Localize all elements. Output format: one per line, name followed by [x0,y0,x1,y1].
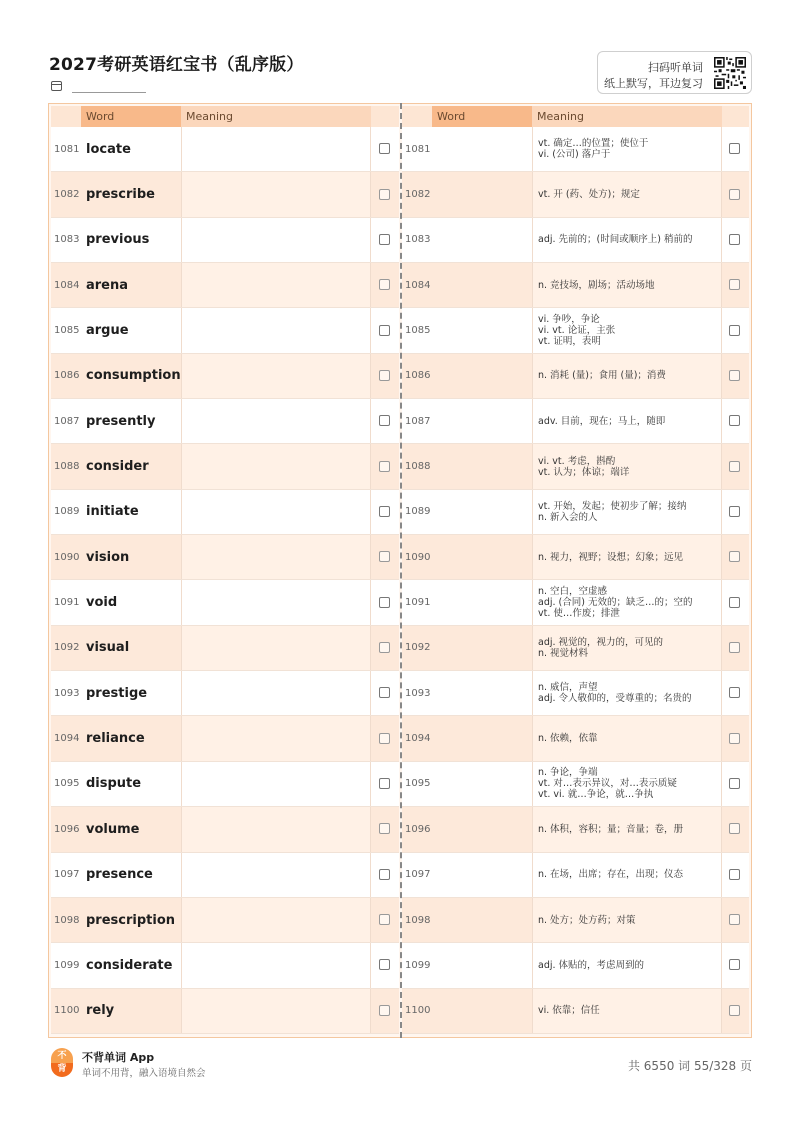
meaning-row [402,989,749,1034]
meaning-text [538,762,722,806]
checkbox[interactable] [379,234,390,245]
row-number: 1085 [405,325,431,337]
meaning-row [402,172,749,217]
checkbox[interactable] [729,415,740,426]
checkbox[interactable] [379,959,390,970]
meaning-line: vt. 对…表示异议，对…表示质疑 [538,778,677,790]
meaning-text [538,853,722,897]
meaning-row [402,399,749,444]
meaning-line: vt. vi. 就…争论，就…争执 [538,789,654,801]
meaning-line: vt. 开 (药、处方)；规定 [538,189,640,201]
checkbox[interactable] [379,551,390,562]
checkbox[interactable] [729,959,740,970]
meaning-row [402,127,749,172]
row-number: 1084 [54,279,80,291]
app-logo [51,1048,73,1077]
word-row [51,535,399,580]
word-row [51,716,399,761]
meaning-blank[interactable] [181,354,371,398]
meaning-line: vt. 开始，发起；使初步了解；接纳 [538,500,687,512]
meaning-blank[interactable] [181,898,371,942]
row-number: 1097 [54,869,80,881]
row-number: 1083 [405,234,431,246]
row-number: 1090 [405,551,431,563]
calendar-icon [51,81,62,91]
checkbox[interactable] [729,823,740,834]
meaning-blank[interactable] [181,535,371,579]
checkbox[interactable] [379,189,390,200]
meaning-blank[interactable] [181,671,371,715]
meaning-blank[interactable] [181,762,371,806]
vocab-word: visual [86,640,130,656]
row-number: 1086 [54,370,80,382]
row-number: 1087 [405,415,431,427]
qr-panel[interactable] [597,51,752,94]
meaning-text [538,898,722,942]
meaning-line: vt. 确定…的位置；使位于 [538,138,649,150]
checkbox[interactable] [379,506,390,517]
header-meaning: Meaning [532,106,722,127]
meaning-line: adj. 体贴的，考虑周到的 [538,959,645,971]
checkbox[interactable] [729,143,740,154]
checkbox[interactable] [379,642,390,653]
row-number: 1083 [54,234,80,246]
checkbox[interactable] [729,778,740,789]
vocab-word: considerate [86,957,173,973]
row-number: 1084 [405,279,431,291]
checkbox[interactable] [729,687,740,698]
checkbox[interactable] [729,279,740,290]
meaning-line: n. 新入会的人 [538,511,598,523]
meaning-text [538,807,722,851]
checkbox[interactable] [379,823,390,834]
row-number: 1091 [405,597,431,609]
meaning-blank[interactable] [181,308,371,352]
meaning-blank[interactable] [181,580,371,624]
word-row [51,626,399,671]
meaning-text [538,354,722,398]
app-slogan: 单词不用背，融入语境自然会 [82,1068,206,1079]
word-row [51,444,399,489]
checkbox[interactable] [729,370,740,381]
row-number: 1096 [54,823,80,835]
meaning-row [402,535,749,580]
meaning-text [538,127,722,171]
row-number: 1091 [54,597,80,609]
meaning-line: adj. (合同) 无效的；缺乏…的；空的 [538,597,693,609]
meaning-row [402,263,749,308]
word-column [51,106,399,1034]
meaning-line: n. 处方；处方药；对策 [538,914,636,926]
row-number: 1090 [54,551,80,563]
meaning-line: vt. 使…作废；排泄 [538,608,620,620]
app-name: 不背单词 App [82,1051,155,1064]
meaning-text [538,172,722,216]
meaning-text [538,580,722,624]
page-counter: 共 6550 词 55/328 页 [627,1059,752,1073]
header-word: Word [432,106,532,127]
meaning-blank[interactable] [181,716,371,760]
vocab-word: vision [86,549,130,565]
meaning-column [402,106,749,1034]
vocab-word: volume [86,821,140,837]
meaning-blank[interactable] [181,626,371,670]
logo-top-glyph: 不 [51,1048,73,1063]
word-row [51,807,399,852]
meaning-line: adj. 视觉的，视力的，可见的 [538,636,664,648]
vocab-word: argue [86,323,129,339]
meaning-line: vi. vt. 论证，主张 [538,325,616,337]
qr-code-icon[interactable] [714,57,746,89]
meaning-text [538,444,722,488]
meaning-line: n. 依赖，依靠 [538,733,598,745]
vocab-word: prescribe [86,187,155,203]
checkbox[interactable] [379,461,390,472]
checkbox[interactable] [729,234,740,245]
meaning-blank[interactable] [181,807,371,851]
meaning-line: vt. 认为；体谅；端详 [538,466,630,478]
checkbox[interactable] [379,733,390,744]
checkbox[interactable] [729,189,740,200]
row-number: 1081 [54,143,80,155]
word-row [51,490,399,535]
row-number: 1094 [405,733,431,745]
vocab-word: prestige [86,685,148,701]
vocab-word: reliance [86,731,145,747]
row-number: 1082 [54,189,80,201]
checkbox[interactable] [729,597,740,608]
meaning-text [538,989,722,1033]
vocab-word: void [86,595,118,611]
meaning-row [402,943,749,988]
row-number: 1087 [54,415,80,427]
meaning-line: n. 体积，容积；量；音量；卷，册 [538,823,684,835]
word-row [51,127,399,172]
meaning-line: n. 空白，空虚感 [538,586,608,598]
row-number: 1081 [405,143,431,155]
word-row [51,762,399,807]
meaning-row [402,218,749,263]
meaning-row [402,354,749,399]
row-number: 1093 [54,687,80,699]
row-number: 1088 [54,461,80,473]
word-column-header [51,106,399,127]
vocab-word: rely [86,1003,115,1019]
vocab-word: consumption [86,368,181,384]
word-row [51,172,399,217]
page-title: 2027考研英语红宝书（乱序版） [49,55,304,75]
checkbox[interactable] [379,279,390,290]
meaning-line: n. 视觉材料 [538,647,589,659]
meaning-column-header [402,106,749,127]
meaning-row [402,898,749,943]
meaning-line: n. 争论，争端 [538,767,598,779]
checkbox[interactable] [379,415,390,426]
checkbox[interactable] [379,687,390,698]
word-row [51,263,399,308]
meaning-line: vt. 证明，表明 [538,336,601,348]
meaning-text [538,716,722,760]
checkbox[interactable] [729,914,740,925]
logo-bottom-glyph: 背 [51,1063,73,1077]
meaning-text [538,308,722,352]
vocab-word: presently [86,413,156,429]
row-number: 1095 [405,778,431,790]
meaning-blank[interactable] [181,399,371,443]
meaning-blank[interactable] [181,127,371,171]
vocab-word: locate [86,141,131,157]
header-meaning: Meaning [181,106,371,127]
row-number: 1095 [54,778,80,790]
row-number: 1092 [54,642,80,654]
meaning-blank[interactable] [181,989,371,1033]
meaning-line: vi. vt. 考虑，斟酌 [538,455,616,467]
row-number: 1097 [405,869,431,881]
meaning-blank[interactable] [181,172,371,216]
row-number: 1099 [54,959,80,971]
vocab-word: prescription [86,912,176,928]
meaning-row [402,580,749,625]
meaning-blank[interactable] [181,218,371,262]
checkbox[interactable] [729,325,740,336]
qr-text-review: 纸上默写，耳边复习 [604,77,703,90]
row-number: 1093 [405,687,431,699]
word-row [51,580,399,625]
word-row [51,218,399,263]
meaning-row [402,716,749,761]
meaning-row [402,308,749,353]
meaning-row [402,444,749,489]
qr-text-listen: 扫码听单词 [648,61,703,74]
row-number: 1088 [405,461,431,473]
vocab-word: arena [86,277,129,293]
checkbox[interactable] [379,914,390,925]
checkbox[interactable] [379,869,390,880]
meaning-line: adj. 令人敬仰的，受尊重的；名贵的 [538,693,692,705]
vocab-word: consider [86,459,149,475]
meaning-row [402,762,749,807]
row-number: 1085 [54,325,80,337]
word-row [51,989,399,1034]
row-number: 1100 [54,1005,80,1017]
meaning-blank[interactable] [181,490,371,534]
row-number: 1089 [54,506,80,518]
meaning-text [538,263,722,307]
meaning-line: vi. (公司) 落户于 [538,149,611,161]
checkbox[interactable] [379,325,390,336]
row-number: 1086 [405,370,431,382]
checkbox[interactable] [379,597,390,608]
word-row [51,853,399,898]
meaning-row [402,490,749,535]
word-row [51,354,399,399]
row-number: 1098 [405,914,431,926]
meaning-line: n. 消耗 (量)；食用 (量)；消费 [538,370,666,382]
word-row [51,399,399,444]
checkbox[interactable] [729,1005,740,1016]
header-word: Word [81,106,181,127]
meaning-blank[interactable] [181,853,371,897]
checkbox[interactable] [379,1005,390,1016]
row-number: 1099 [405,959,431,971]
vocab-word: previous [86,232,150,248]
meaning-text [538,218,722,262]
meaning-line: vi. 争吵，争论 [538,314,600,326]
meaning-blank[interactable] [181,444,371,488]
checkbox[interactable] [379,778,390,789]
meaning-line: adj. 先前的；(时间或顺序上) 稍前的 [538,234,693,246]
vocab-word: presence [86,867,153,883]
meaning-row [402,626,749,671]
meaning-row [402,671,749,716]
vocab-word: dispute [86,776,142,792]
checkbox[interactable] [729,869,740,880]
checkbox[interactable] [729,733,740,744]
meaning-text [538,535,722,579]
checkbox[interactable] [729,642,740,653]
word-row [51,308,399,353]
row-number: 1089 [405,506,431,518]
word-row [51,943,399,988]
meaning-text [538,671,722,715]
word-row [51,898,399,943]
row-number: 1096 [405,823,431,835]
meaning-line: vi. 依靠；信任 [538,1005,600,1017]
meaning-line: n. 威信，声望 [538,682,598,694]
meaning-row [402,807,749,852]
row-number: 1092 [405,642,431,654]
meaning-text [538,943,722,987]
word-row [51,671,399,716]
row-number: 1100 [405,1005,431,1017]
meaning-text [538,490,722,534]
date-blank[interactable] [72,92,146,93]
meaning-line: n. 视力，视野；设想；幻象；远见 [538,551,684,563]
checkbox[interactable] [729,551,740,562]
meaning-line: adv. 目前，现在；马上，随即 [538,415,666,427]
row-number: 1094 [54,733,80,745]
meaning-text [538,626,722,670]
row-number: 1098 [54,914,80,926]
meaning-blank[interactable] [181,263,371,307]
checkbox[interactable] [729,461,740,472]
meaning-line: n. 竞技场，剧场；活动场地 [538,279,655,291]
checkbox[interactable] [379,143,390,154]
checkbox[interactable] [729,506,740,517]
checkbox[interactable] [379,370,390,381]
meaning-text [538,399,722,443]
vocab-word: initiate [86,504,139,520]
meaning-blank[interactable] [181,943,371,987]
meaning-row [402,853,749,898]
meaning-line: n. 在场，出席；存在，出现；仪态 [538,869,684,881]
row-number: 1082 [405,189,431,201]
